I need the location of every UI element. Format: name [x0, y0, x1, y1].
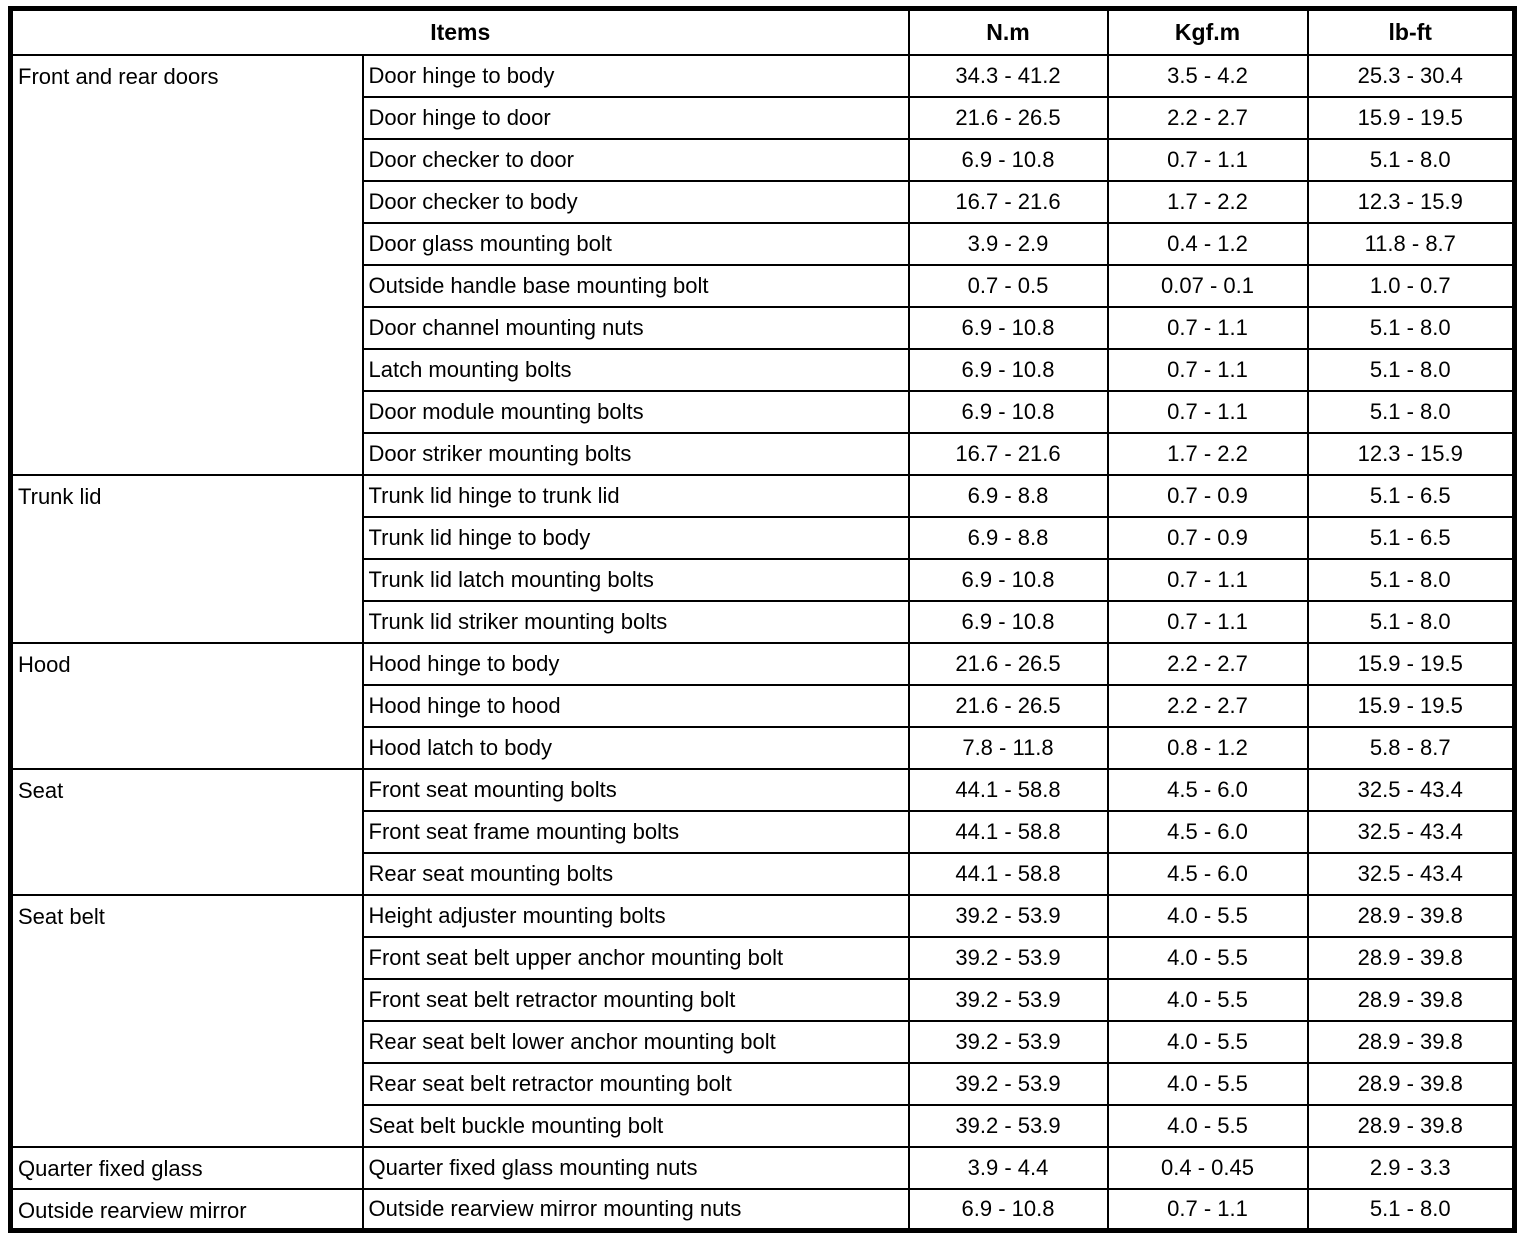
value-cell-nm: 39.2 - 53.9 [909, 895, 1108, 937]
value-cell-lbft: 5.1 - 8.0 [1308, 601, 1515, 643]
value-cell-kgfm: 4.0 - 5.5 [1108, 937, 1308, 979]
item-cell: Door channel mounting nuts [363, 307, 909, 349]
value-cell-kgfm: 2.2 - 2.7 [1108, 643, 1308, 685]
value-cell-nm: 21.6 - 26.5 [909, 685, 1108, 727]
value-cell-lbft: 2.9 - 3.3 [1308, 1147, 1515, 1189]
value-cell-nm: 39.2 - 53.9 [909, 1105, 1108, 1147]
table-row [11, 1147, 1515, 1189]
group-cell: Seat belt [11, 895, 363, 1147]
value-cell-kgfm: 2.2 - 2.7 [1108, 97, 1308, 139]
value-cell-kgfm: 4.5 - 6.0 [1108, 811, 1308, 853]
table-row [11, 643, 1515, 685]
value-cell-nm: 6.9 - 10.8 [909, 349, 1108, 391]
item-cell: Trunk lid hinge to body [363, 517, 909, 559]
torque-spec-table [8, 6, 1517, 1233]
value-cell-lbft: 5.1 - 8.0 [1308, 349, 1515, 391]
value-cell-lbft: 5.1 - 8.0 [1308, 139, 1515, 181]
value-cell-nm: 34.3 - 41.2 [909, 55, 1108, 97]
item-cell: Door checker to door [363, 139, 909, 181]
value-cell-kgfm: 0.7 - 1.1 [1108, 391, 1308, 433]
item-cell: Outside handle base mounting bolt [363, 265, 909, 307]
value-cell-nm: 7.8 - 11.8 [909, 727, 1108, 769]
value-cell-kgfm: 4.5 - 6.0 [1108, 769, 1308, 811]
value-cell-nm: 21.6 - 26.5 [909, 97, 1108, 139]
value-cell-lbft: 5.1 - 8.0 [1308, 1189, 1515, 1231]
value-cell-nm: 39.2 - 53.9 [909, 937, 1108, 979]
item-cell: Latch mounting bolts [363, 349, 909, 391]
value-cell-kgfm: 4.0 - 5.5 [1108, 979, 1308, 1021]
item-cell: Door striker mounting bolts [363, 433, 909, 475]
value-cell-lbft: 5.1 - 6.5 [1308, 517, 1515, 559]
value-cell-kgfm: 4.0 - 5.5 [1108, 1021, 1308, 1063]
value-cell-lbft: 5.1 - 8.0 [1308, 559, 1515, 601]
group-cell: Outside rearview mirror [11, 1189, 363, 1231]
item-cell: Rear seat belt lower anchor mounting bolt [363, 1021, 909, 1063]
value-cell-lbft: 15.9 - 19.5 [1308, 643, 1515, 685]
group-cell: Quarter fixed glass [11, 1147, 363, 1189]
table-row [11, 1189, 1515, 1231]
value-cell-lbft: 32.5 - 43.4 [1308, 811, 1515, 853]
value-cell-nm: 3.9 - 2.9 [909, 223, 1108, 265]
value-cell-lbft: 11.8 - 8.7 [1308, 223, 1515, 265]
item-cell: Door checker to body [363, 181, 909, 223]
value-cell-kgfm: 1.7 - 2.2 [1108, 433, 1308, 475]
item-cell: Front seat frame mounting bolts [363, 811, 909, 853]
table-row [11, 769, 1515, 811]
value-cell-lbft: 5.1 - 8.0 [1308, 307, 1515, 349]
item-cell: Quarter fixed glass mounting nuts [363, 1147, 909, 1189]
value-cell-nm: 6.9 - 10.8 [909, 391, 1108, 433]
item-cell: Seat belt buckle mounting bolt [363, 1105, 909, 1147]
item-cell: Height adjuster mounting bolts [363, 895, 909, 937]
item-cell: Outside rearview mirror mounting nuts [363, 1189, 909, 1231]
item-cell: Hood hinge to hood [363, 685, 909, 727]
value-cell-lbft: 15.9 - 19.5 [1308, 97, 1515, 139]
item-cell: Door glass mounting bolt [363, 223, 909, 265]
value-cell-lbft: 12.3 - 15.9 [1308, 433, 1515, 475]
value-cell-lbft: 28.9 - 39.8 [1308, 1021, 1515, 1063]
value-cell-lbft: 5.1 - 8.0 [1308, 391, 1515, 433]
value-cell-kgfm: 0.7 - 1.1 [1108, 307, 1308, 349]
value-cell-nm: 6.9 - 10.8 [909, 559, 1108, 601]
value-cell-lbft: 32.5 - 43.4 [1308, 769, 1515, 811]
value-cell-nm: 44.1 - 58.8 [909, 853, 1108, 895]
value-cell-kgfm: 0.7 - 1.1 [1108, 559, 1308, 601]
value-cell-kgfm: 3.5 - 4.2 [1108, 55, 1308, 97]
value-cell-lbft: 1.0 - 0.7 [1308, 265, 1515, 307]
header-row [11, 9, 1515, 55]
item-cell: Door hinge to body [363, 55, 909, 97]
value-cell-lbft: 32.5 - 43.4 [1308, 853, 1515, 895]
table-row [11, 895, 1515, 937]
value-cell-kgfm: 0.7 - 1.1 [1108, 139, 1308, 181]
value-cell-lbft: 12.3 - 15.9 [1308, 181, 1515, 223]
value-cell-kgfm: 4.0 - 5.5 [1108, 1105, 1308, 1147]
value-cell-kgfm: 0.8 - 1.2 [1108, 727, 1308, 769]
value-cell-kgfm: 2.2 - 2.7 [1108, 685, 1308, 727]
value-cell-kgfm: 4.5 - 6.0 [1108, 853, 1308, 895]
value-cell-nm: 44.1 - 58.8 [909, 769, 1108, 811]
header-lbft: lb-ft [1308, 9, 1515, 55]
table-row [11, 55, 1515, 97]
item-cell: Door module mounting bolts [363, 391, 909, 433]
item-cell: Trunk lid striker mounting bolts [363, 601, 909, 643]
value-cell-nm: 6.9 - 10.8 [909, 601, 1108, 643]
value-cell-kgfm: 0.7 - 1.1 [1108, 601, 1308, 643]
item-cell: Rear seat belt retractor mounting bolt [363, 1063, 909, 1105]
header-nm: N.m [909, 9, 1108, 55]
value-cell-nm: 6.9 - 8.8 [909, 517, 1108, 559]
value-cell-lbft: 5.8 - 8.7 [1308, 727, 1515, 769]
item-cell: Hood latch to body [363, 727, 909, 769]
table-row [11, 475, 1515, 517]
value-cell-lbft: 28.9 - 39.8 [1308, 937, 1515, 979]
value-cell-kgfm: 0.7 - 1.1 [1108, 349, 1308, 391]
value-cell-lbft: 28.9 - 39.8 [1308, 895, 1515, 937]
value-cell-lbft: 28.9 - 39.8 [1308, 979, 1515, 1021]
group-cell: Seat [11, 769, 363, 895]
value-cell-lbft: 28.9 - 39.8 [1308, 1063, 1515, 1105]
value-cell-lbft: 25.3 - 30.4 [1308, 55, 1515, 97]
item-cell: Front seat belt upper anchor mounting bolt [363, 937, 909, 979]
value-cell-nm: 0.7 - 0.5 [909, 265, 1108, 307]
value-cell-kgfm: 1.7 - 2.2 [1108, 181, 1308, 223]
value-cell-nm: 6.9 - 8.8 [909, 475, 1108, 517]
value-cell-nm: 6.9 - 10.8 [909, 307, 1108, 349]
item-cell: Trunk lid latch mounting bolts [363, 559, 909, 601]
header-items: Items [11, 9, 909, 55]
value-cell-nm: 6.9 - 10.8 [909, 1189, 1108, 1231]
value-cell-kgfm: 0.4 - 0.45 [1108, 1147, 1308, 1189]
value-cell-nm: 16.7 - 21.6 [909, 433, 1108, 475]
group-cell: Trunk lid [11, 475, 363, 643]
header-kgfm: Kgf.m [1108, 9, 1308, 55]
value-cell-nm: 39.2 - 53.9 [909, 979, 1108, 1021]
value-cell-nm: 3.9 - 4.4 [909, 1147, 1108, 1189]
value-cell-nm: 39.2 - 53.9 [909, 1021, 1108, 1063]
group-cell: Front and rear doors [11, 55, 363, 475]
value-cell-kgfm: 0.7 - 0.9 [1108, 517, 1308, 559]
value-cell-kgfm: 4.0 - 5.5 [1108, 895, 1308, 937]
value-cell-nm: 44.1 - 58.8 [909, 811, 1108, 853]
value-cell-kgfm: 0.4 - 1.2 [1108, 223, 1308, 265]
value-cell-nm: 16.7 - 21.6 [909, 181, 1108, 223]
value-cell-lbft: 15.9 - 19.5 [1308, 685, 1515, 727]
value-cell-kgfm: 0.7 - 0.9 [1108, 475, 1308, 517]
item-cell: Trunk lid hinge to trunk lid [363, 475, 909, 517]
item-cell: Hood hinge to body [363, 643, 909, 685]
value-cell-nm: 21.6 - 26.5 [909, 643, 1108, 685]
value-cell-kgfm: 0.07 - 0.1 [1108, 265, 1308, 307]
value-cell-nm: 6.9 - 10.8 [909, 139, 1108, 181]
value-cell-kgfm: 4.0 - 5.5 [1108, 1063, 1308, 1105]
item-cell: Rear seat mounting bolts [363, 853, 909, 895]
group-cell: Hood [11, 643, 363, 769]
value-cell-lbft: 5.1 - 6.5 [1308, 475, 1515, 517]
value-cell-kgfm: 0.7 - 1.1 [1108, 1189, 1308, 1231]
value-cell-lbft: 28.9 - 39.8 [1308, 1105, 1515, 1147]
item-cell: Front seat mounting bolts [363, 769, 909, 811]
value-cell-nm: 39.2 - 53.9 [909, 1063, 1108, 1105]
table-body [11, 55, 1515, 1231]
item-cell: Front seat belt retractor mounting bolt [363, 979, 909, 1021]
item-cell: Door hinge to door [363, 97, 909, 139]
